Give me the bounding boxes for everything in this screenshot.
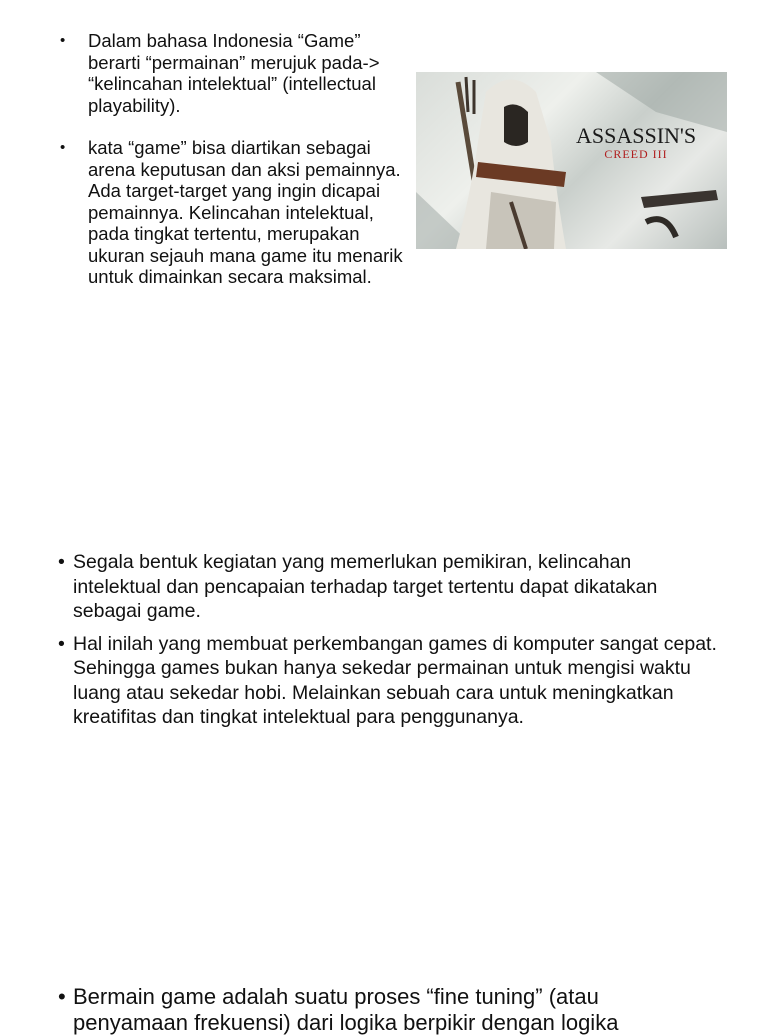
slide-2 xyxy=(0,540,768,970)
logo-subtitle: CREED III xyxy=(604,147,668,161)
bullet-text: kata “game” bisa diartikan sebagai arena keputusan dan aksi pemainnya. Ada target-target yang ingin dicapai pemainnya. Kelincahan intelektual, pada tingkat tertentu, merupakan ukuran sejauh mana game itu menarik untuk dimainkan secara maksimal. xyxy=(88,137,403,287)
game-logo xyxy=(576,124,696,160)
bullet-marker: • xyxy=(58,984,66,1009)
game-cover-image xyxy=(416,72,727,249)
list-item xyxy=(58,550,718,624)
bullet-text: Hal inilah yang membuat perkembangan games di komputer sangat cepat. Sehingga games bukan hanya sekedar permainan untuk mengisi waktu luang atau sekedar hobi. Melainkan sebuah cara untuk meningkatkan kreatifitas dan tingkat intelektual para penggunanya. xyxy=(73,632,717,728)
bullet-list xyxy=(58,984,718,1036)
hooded-figure-illustration xyxy=(416,72,727,249)
bullet-list xyxy=(58,550,718,738)
list-item xyxy=(58,632,718,730)
bullet-marker: • xyxy=(58,551,65,573)
logo-title: ASSASSIN'S xyxy=(576,123,697,148)
bullet-list xyxy=(58,30,413,309)
slide-3 xyxy=(0,980,768,1035)
list-item xyxy=(58,137,413,288)
bullet-marker: • xyxy=(58,632,65,655)
bullet-marker: • xyxy=(60,32,66,49)
bullet-text: Bermain game adalah suatu proses “fine tuning” (atau penyamaan frekuensi) dari logika berpikir dengan logika xyxy=(73,984,619,1035)
list-item xyxy=(58,984,718,1036)
bullet-marker: • xyxy=(60,139,66,156)
list-item xyxy=(58,30,413,116)
bullet-text: Segala bentuk kegiatan yang memerlukan pemikiran, kelincahan intelektual dan pencapaian terhadap target tertentu dapat dikatakan sebagai game. xyxy=(73,551,658,622)
bullet-text: Dalam bahasa Indonesia “Game” berarti “permainan” merujuk pada-> “kelincahan intelektual” (intellectual playability). xyxy=(88,30,380,116)
